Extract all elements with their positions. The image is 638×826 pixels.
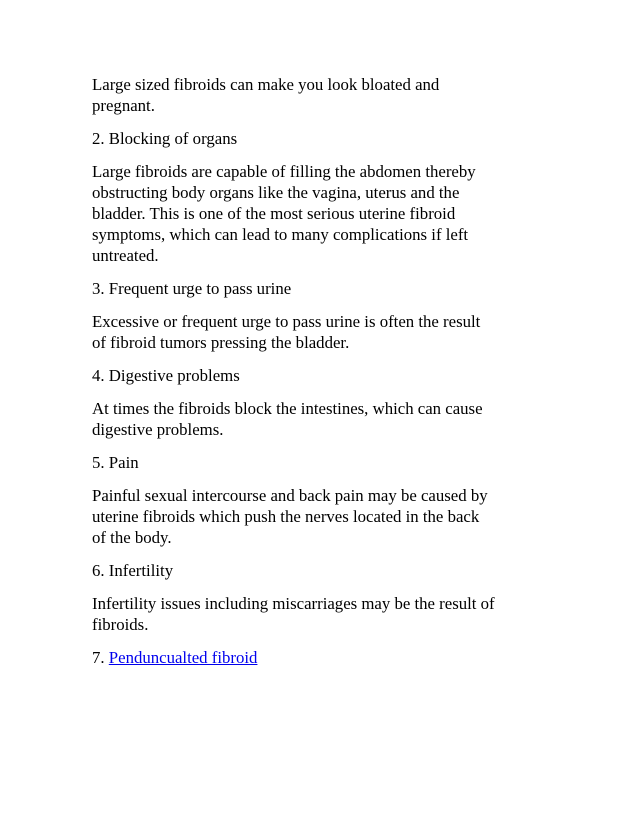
- paragraph-line: untreated.: [92, 246, 159, 265]
- paragraph-digestive-problems: [92, 398, 562, 440]
- paragraph-line: Excessive or frequent urge to pass urine is often the result: [92, 312, 481, 331]
- paragraph-line: obstructing body organs like the vagina, uterus and the: [92, 183, 460, 202]
- paragraph-bloating: [92, 74, 562, 116]
- heading-number-prefix: 7.: [92, 648, 109, 667]
- section-heading-infertility: 6. Infertility: [92, 561, 174, 580]
- paragraph-frequent-urination: [92, 311, 562, 353]
- pedunculated-fibroid-link[interactable]: Penduncualted fibroid: [108, 648, 258, 667]
- paragraph-line: pregnant.: [92, 96, 155, 115]
- section-heading-pain: 5. Pain: [92, 453, 139, 472]
- paragraph-line: At times the fibroids block the intestines, which can cause: [92, 399, 483, 418]
- paragraph-line: uterine fibroids which push the nerves located in the back: [92, 507, 480, 526]
- paragraph-line: fibroids.: [92, 615, 149, 634]
- paragraph-infertility: [92, 593, 562, 635]
- paragraph-line: of fibroid tumors pressing the bladder.: [92, 333, 350, 352]
- paragraph-blocking-of-organs: [92, 161, 562, 266]
- paragraph-pain: [92, 485, 562, 548]
- section-heading-digestive-problems: 4. Digestive problems: [92, 366, 240, 385]
- paragraph-line: of the body.: [92, 528, 172, 547]
- paragraph-line: digestive problems.: [92, 420, 224, 439]
- paragraph-line: Infertility issues including miscarriages may be the result of: [92, 594, 495, 613]
- section-heading-pedunculated-fibroid: [92, 647, 562, 668]
- paragraph-line: bladder. This is one of the most serious uterine fibroid: [92, 204, 456, 223]
- paragraph-line: Large fibroids are capable of filling the abdomen thereby: [92, 162, 476, 181]
- paragraph-line: Large sized fibroids can make you look bloated and: [92, 75, 440, 94]
- section-heading-frequent-urination: 3. Frequent urge to pass urine: [92, 279, 292, 298]
- paragraph-line: symptoms, which can lead to many complications if left: [92, 225, 469, 244]
- document-page: [92, 74, 562, 680]
- paragraph-line: Painful sexual intercourse and back pain may be caused by: [92, 486, 488, 505]
- section-heading-blocking-of-organs: 2. Blocking of organs: [92, 129, 238, 148]
